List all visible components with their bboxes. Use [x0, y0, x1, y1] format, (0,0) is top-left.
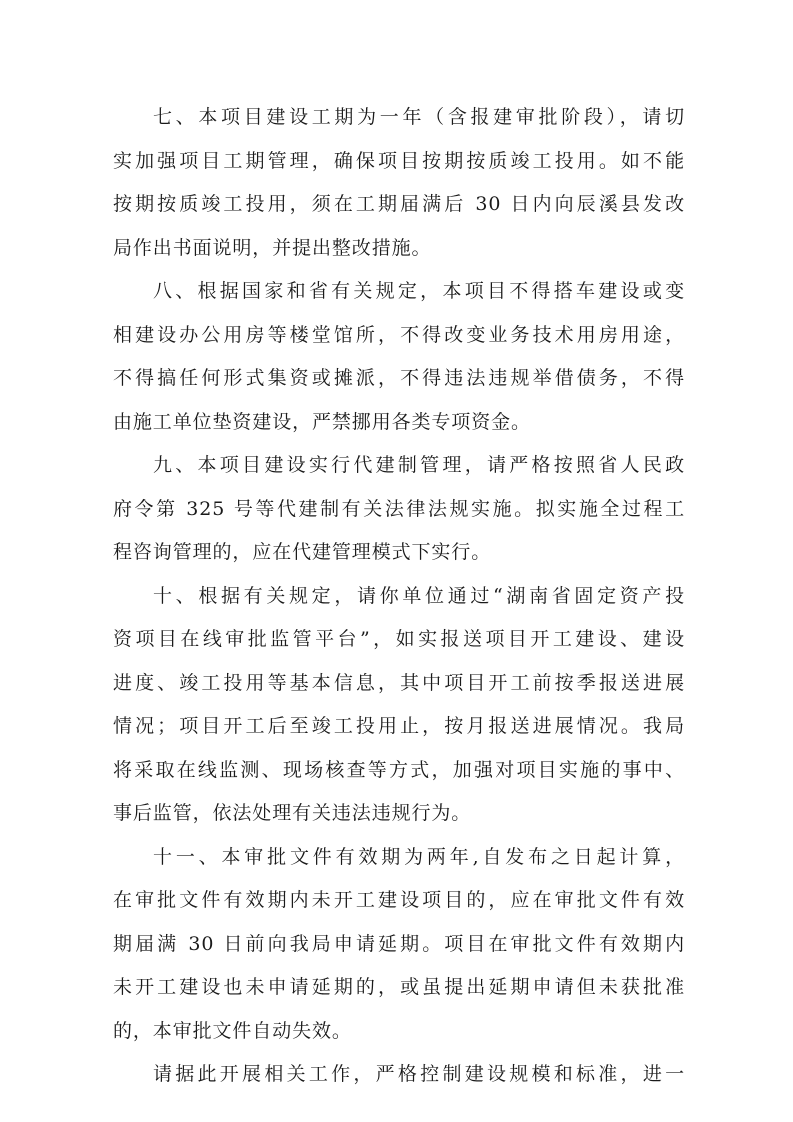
text-line: 未开工建设也未申请延期的，或虽提出延期申请但未获批准 — [113, 976, 685, 998]
text-line: 八、根据国家和省有关规定，本项目不得搭车建设或变 — [153, 280, 685, 302]
text-line: 七、本项目建设工期为一年（含报建审批阶段），请切 — [153, 106, 685, 128]
document-body — [113, 96, 685, 1097]
text-line: 按期按质竣工投用，须在工期届满后 30 日内向辰溪县发改 — [113, 193, 685, 215]
text-line: 不得搞任何形式集资或摊派，不得违法违规举借债务，不得 — [113, 367, 685, 389]
text-line: 将采取在线监测、现场核查等方式，加强对项目实施的事中、 — [113, 758, 685, 781]
text-line: 九、本项目建设实行代建制管理，请严格按照省人民政 — [153, 454, 685, 476]
text-line: 进度、竣工投用等基本信息，其中项目开工前按季报送进展 — [113, 671, 685, 694]
text-line: 在审批文件有效期内未开工建设项目的，应在审批文件有效 — [113, 889, 685, 911]
text-line: 府令第 325 号等代建制有关法律法规实施。拟实施全过程工 — [113, 497, 685, 520]
text-line: 情况；项目开工后至竣工投用止，按月报送进展情况。我局 — [113, 715, 685, 737]
text-line: 的，本审批文件自动失效。 — [113, 1019, 352, 1042]
paragraph-ten — [113, 575, 685, 836]
text-line: 由施工单位垫资建设，严禁挪用各类专项资金。 — [113, 410, 531, 433]
text-line: 十、根据有关规定，请你单位通过“湖南省固定资产投 — [153, 584, 685, 607]
paragraph-eleven — [113, 836, 685, 1054]
text-line: 程咨询管理的，应在代建管理模式下实行。 — [113, 541, 492, 563]
text-line: 期届满 30 日前向我局申请延期。项目在审批文件有效期内 — [113, 932, 685, 955]
text-line: 资项目在线审批监管平台”，如实报送项目开工建设、建设 — [113, 628, 685, 650]
text-line: 请据此开展相关工作，严格控制建设规模和标准，进一 — [153, 1063, 685, 1085]
text-line: 事后监管，依法处理有关违法违规行为。 — [113, 802, 472, 824]
text-line: 局作出书面说明，并提出整改措施。 — [113, 236, 432, 259]
text-line: 十一、本审批文件有效期为两年,自发布之日起计算， — [153, 845, 685, 868]
paragraph-eight — [113, 270, 685, 444]
text-line: 实加强项目工期管理，确保项目按期按质竣工投用。如不能 — [113, 149, 685, 172]
paragraph-closing — [113, 1053, 685, 1097]
text-line: 相建设办公用房等楼堂馆所，不得改变业务技术用房用途， — [113, 323, 685, 346]
paragraph-seven — [113, 96, 685, 270]
paragraph-nine — [113, 444, 685, 575]
